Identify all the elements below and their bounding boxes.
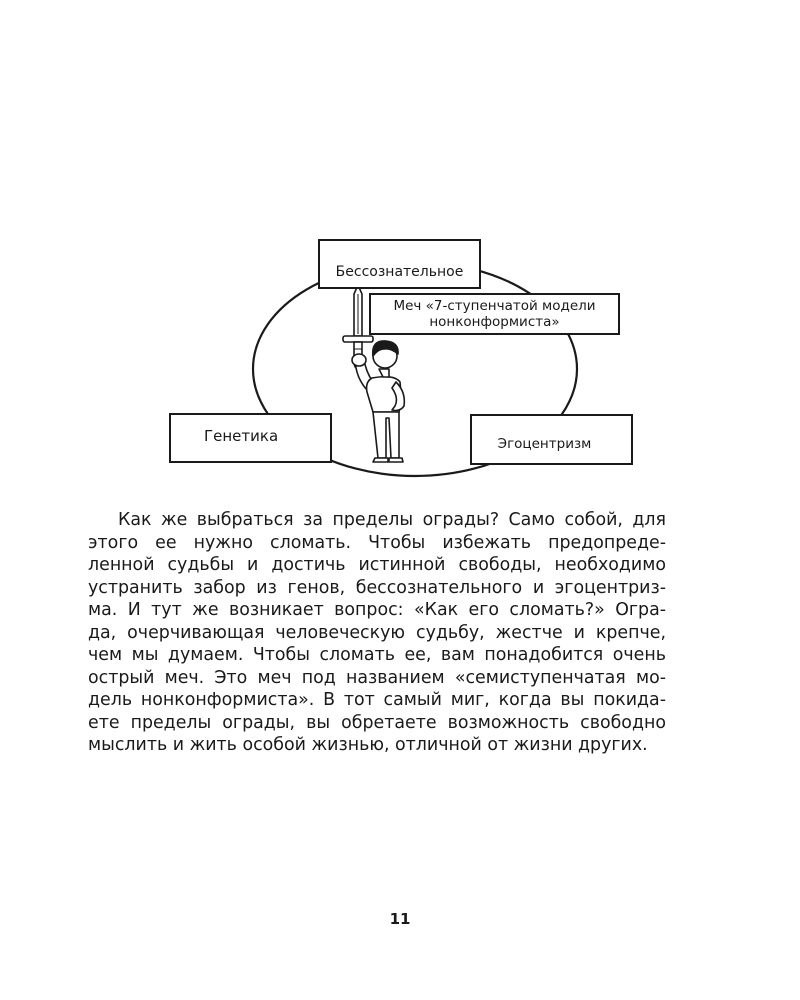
unconscious-label [318,239,481,289]
fence-diagram [160,232,640,492]
egocentrism-text: Эгоцентризм [497,435,592,452]
sword-label-line-2: нонконформиста» [429,314,560,330]
paragraph-line: этого ее нужно сломать. Чтобы избежать предопреде- [88,532,666,553]
paragraph-line: чем мы думаем. Чтобы сломать ее, вам понадобится очень [88,645,666,665]
paragraph-line: мыслить и жить особой жизнью, отличной от жизни других. [88,735,648,755]
unconscious-text: Бессознательное [335,264,464,280]
paragraph-line: устранить забор из генов, бессознательного и эгоцентриз- [88,577,666,598]
sword-model-label [369,293,620,335]
page-number: 11 [389,910,411,928]
person-icon [352,341,404,462]
sword-label-line-1: Меч «7-ступенчатой модели [393,298,596,314]
paragraph-line: ете пределы ограды, вы обретаете возможность свободно [88,712,666,733]
paragraph-line: ленной судьбы и достичь истинной свободы, необходимо [88,555,666,575]
paragraph-line: Как же выбраться за пределы ограды? Само собой, для [118,510,666,530]
genetics-label [169,413,332,463]
genetics-text: Генетика [204,427,279,445]
paragraph-line: да, очерчивающая человеческую судьбу, жестче и крепче, [88,622,666,643]
paragraph-line: дель нонконформиста». В тот самый миг, когда вы покида- [88,690,666,710]
paragraph-line: ма. И тут же возникает вопрос: «Как его сломать?» Огра- [88,600,666,620]
body-paragraph [88,509,666,757]
paragraph-line: острый меч. Это меч под названием «семиступенчатая мо- [88,667,666,688]
egocentrism-label [470,414,633,465]
